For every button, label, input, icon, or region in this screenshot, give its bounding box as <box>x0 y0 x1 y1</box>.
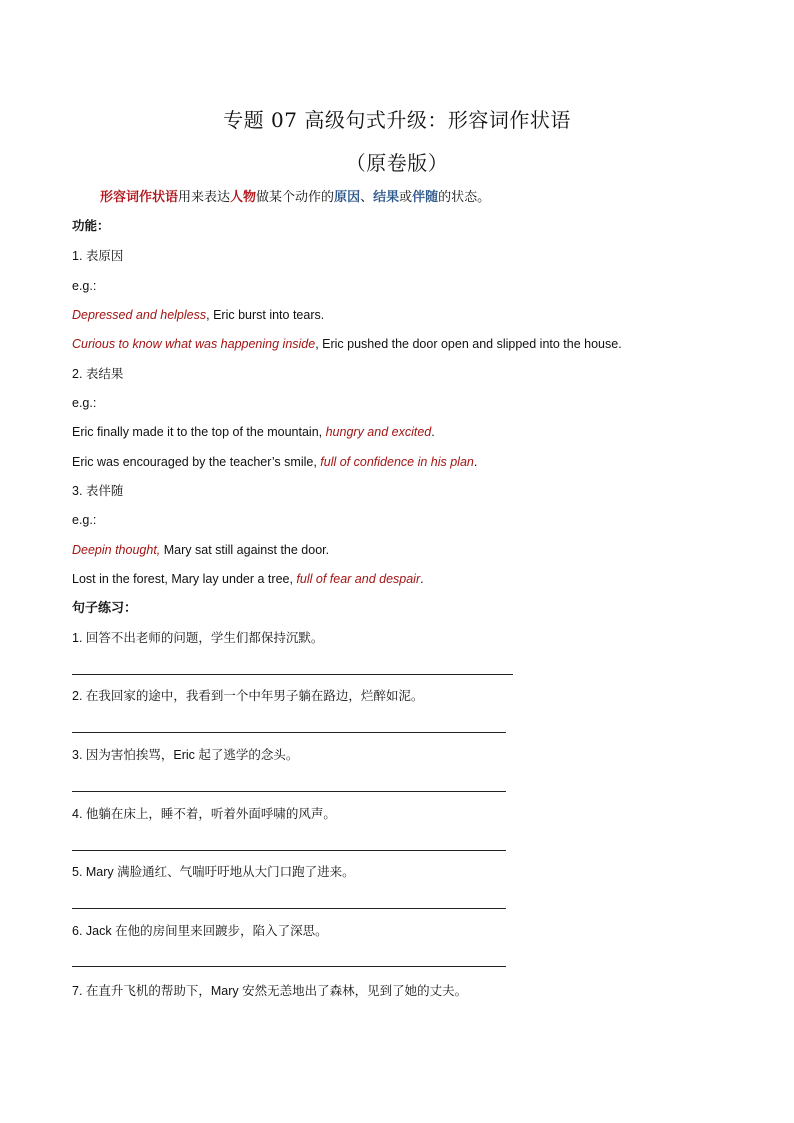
answer-line-1[interactable] <box>72 674 513 675</box>
intro-or: 或 <box>399 189 413 204</box>
example-highlight: full of confidence in his plan <box>320 455 474 469</box>
exercise-7: 7. 在直升飞机的帮助下，Mary 安然无恙地出了森林，见到了她的丈夫。 <box>72 984 468 998</box>
answer-line-6[interactable] <box>72 966 506 967</box>
example-text: . <box>431 425 435 439</box>
answer-line-5[interactable] <box>72 908 506 909</box>
intro-text-3: 的状态。 <box>438 189 491 204</box>
exercise-5: 5. Mary 满脸通红、气喘吁吁地从大门口跑了进来。 <box>72 865 355 879</box>
eg-label-2: e.g.: <box>72 396 97 410</box>
intro-sep: 、 <box>360 189 374 204</box>
example-text: Lost in the forest, Mary lay under a tree, <box>72 572 297 586</box>
answer-line-3[interactable] <box>72 791 506 792</box>
example-text: . <box>473 455 478 469</box>
exercise-2: 2. 在我回家的途中，我看到一个中年男子躺在路边，烂醉如泥。 <box>72 689 424 703</box>
intro-result: 结果 <box>373 189 400 204</box>
intro-reason: 原因 <box>334 189 361 204</box>
example-1-1 <box>72 307 324 323</box>
example-highlight: Deepin thought, <box>72 543 161 557</box>
intro-paragraph <box>100 189 490 205</box>
example-2-2 <box>72 454 477 470</box>
example-highlight: Curious to know what was happening inside <box>72 337 316 351</box>
example-3-1 <box>72 542 329 558</box>
page-subtitle: （原卷版） <box>345 151 449 175</box>
example-text: Eric was encouraged by the teacher’s smile, <box>72 455 321 469</box>
example-text: , Eric pushed the door open and slipped into the house. <box>315 337 622 351</box>
exercise-4: 4. 他躺在床上，睡不着，听着外面呼啸的风声。 <box>72 807 336 821</box>
example-3-2 <box>72 571 424 587</box>
intro-text-2: 做某个动作的 <box>256 189 335 204</box>
item-heading-1: 1. 表原因 <box>72 249 124 263</box>
intro-accompany: 伴随 <box>412 189 439 204</box>
example-text: Eric finally made it to the top of the mountain, <box>72 425 326 439</box>
example-1-2 <box>72 336 622 352</box>
practice-heading: 句子练习： <box>72 600 138 615</box>
page-title: 专题 07 高级句式升级：形容词作状语 <box>223 108 571 132</box>
item-heading-3: 3. 表伴随 <box>72 484 124 498</box>
intro-text-1: 用来表达 <box>178 189 231 204</box>
answer-line-2[interactable] <box>72 732 506 733</box>
item-heading-2: 2. 表结果 <box>72 367 124 381</box>
answer-line-4[interactable] <box>72 850 506 851</box>
example-text: . <box>420 572 424 586</box>
function-heading: 功能： <box>72 219 110 233</box>
example-text: , Eric burst into tears. <box>206 308 325 322</box>
example-2-1 <box>72 424 435 440</box>
example-text: Mary sat still against the door. <box>160 543 330 557</box>
example-highlight: hungry and excited <box>325 425 432 439</box>
exercise-6: 6. Jack 在他的房间里来回踱步，陷入了深思。 <box>72 924 328 938</box>
eg-label-3: e.g.: <box>72 513 97 527</box>
example-highlight: full of fear and despair <box>296 572 421 586</box>
eg-label-1: e.g.: <box>72 279 97 293</box>
example-highlight: Depressed and helpless <box>72 308 207 322</box>
intro-person: 人物 <box>230 189 257 204</box>
exercise-3: 3. 因为害怕挨骂，Eric 起了逃学的念头。 <box>72 748 299 762</box>
intro-term: 形容词作状语 <box>100 189 179 204</box>
exercise-1: 1. 回答不出老师的问题，学生们都保持沉默。 <box>72 631 324 645</box>
